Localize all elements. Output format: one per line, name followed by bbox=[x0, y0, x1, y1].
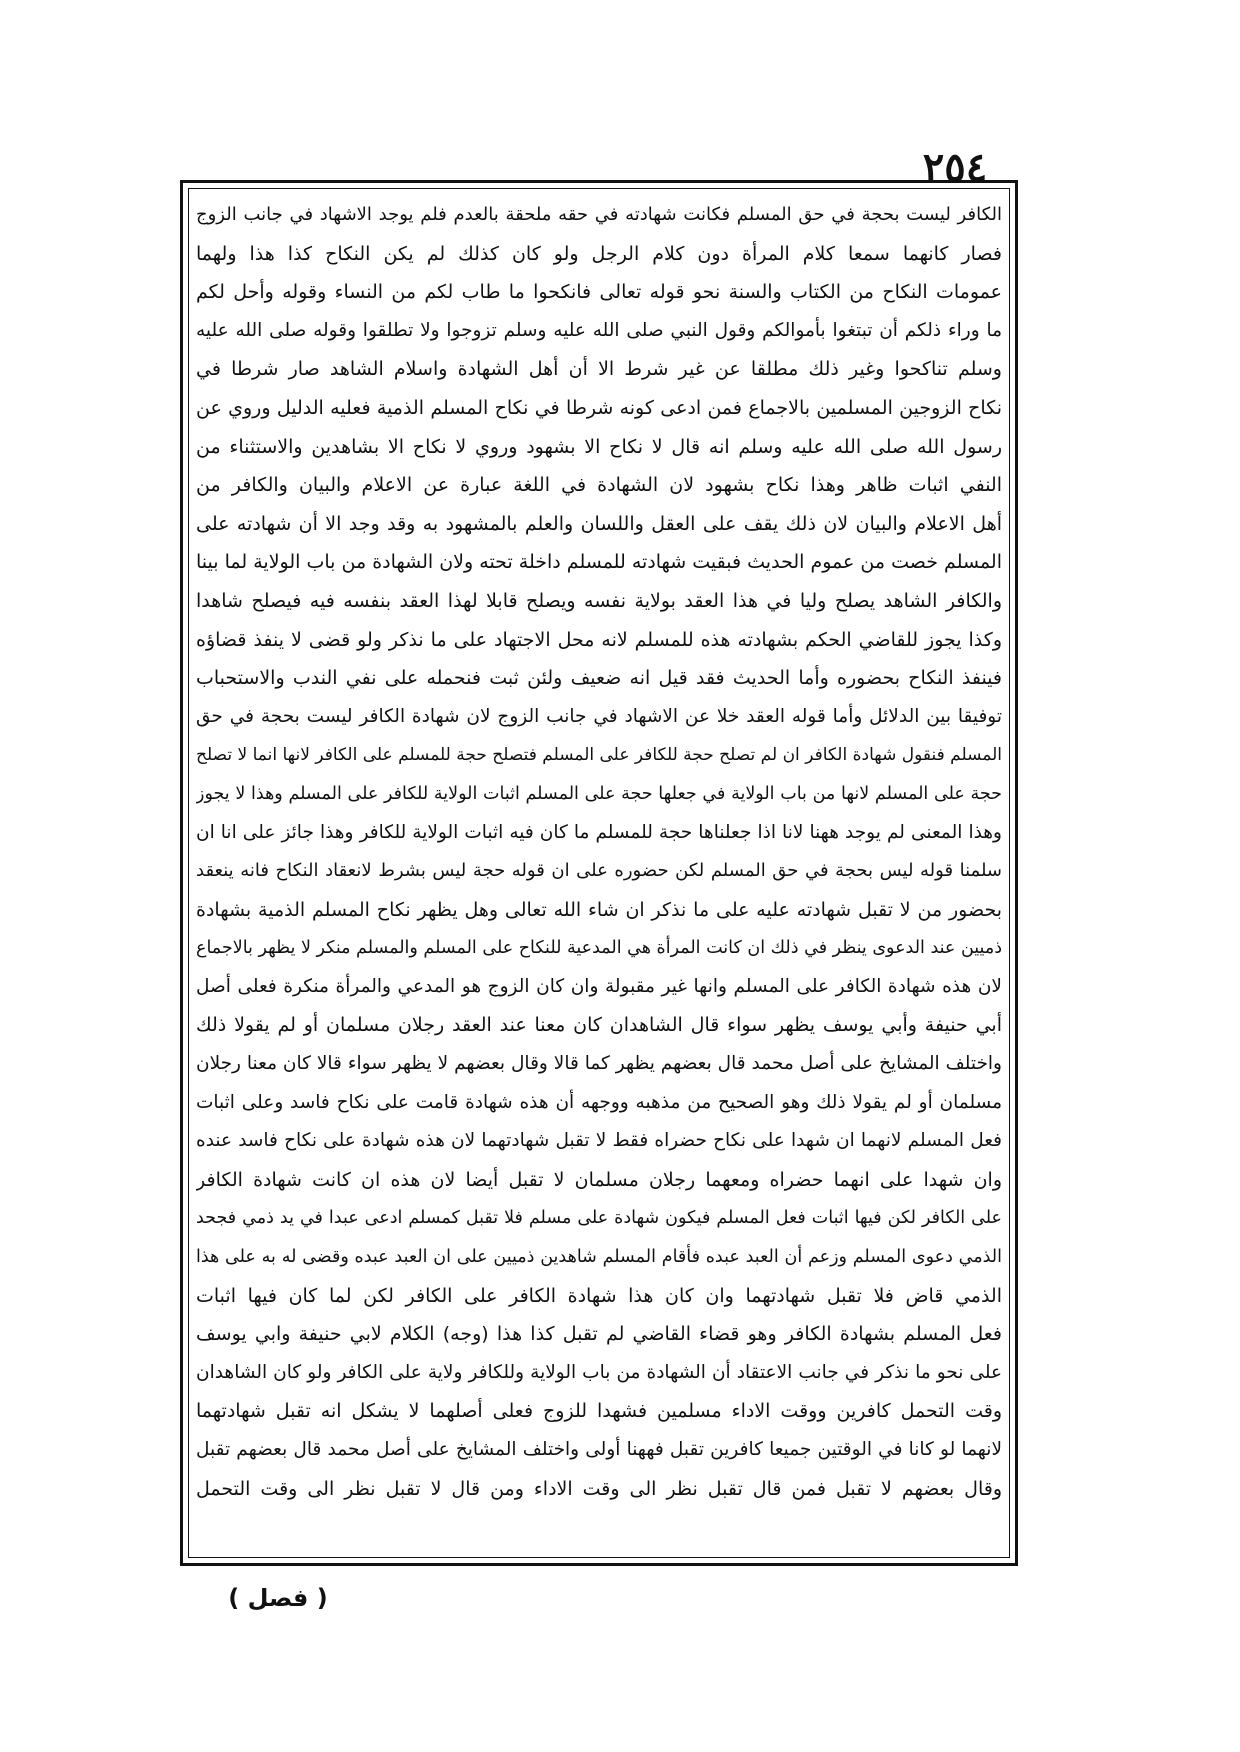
text-line: على الكافر لكن فيها اثبات فعل المسلم فيكون شهادة على مسلم فلا تقبل كمسلم ادعى عبدا في يد ذمي فجحد bbox=[196, 1208, 1002, 1229]
section-heading-fasl: ( فصل ) bbox=[228, 1584, 328, 1612]
text-line: حجة على المسلم لانها من باب الولاية في جعلها حجة على المسلم اثبات الولاية للكافر على المسلم وهذا لا يجوز bbox=[196, 783, 1002, 804]
text-line: نكاح الزوجين المسلمين بالاجماع فمن ادعى كونه شرطا في نكاح المسلم الذمية فعليه الدليل وروي عن bbox=[196, 396, 1002, 419]
text-line: فعل المسلم لانهما ان شهدا على نكاح حضراه فقط لا تقبل شهادتهما لان هذه شهادة على نكاح فاسد عنده bbox=[196, 1130, 1002, 1152]
text-line: مسلمان أو لم يقولا ذلك وهو الصحيح من مذهبه ووجهه أن هذه شهادة قامت على نكاح فاسد وعلى اثبات bbox=[196, 1091, 1002, 1113]
text-line: أهل الاعلام والبيان لان ذلك يقف على العقل واللسان والعلم بالمشهود به وقد وجد الا أن شهادته على bbox=[196, 512, 1002, 535]
text-line: المسلم فنقول شهادة الكافر ان لم تصلح حجة للكافر على المسلم فتصلح حجة للمسلم على الكافر لانها انما لا تصلح bbox=[196, 745, 1002, 766]
text-line: فصار كانهما سمعا كلام المرأة دون كلام الرجل ولو كان كذلك لم يكن النكاح كذا هذا ولهما bbox=[196, 242, 1002, 265]
main-text bbox=[196, 196, 1002, 1550]
text-line: النفي اثبات ظاهر وهذا نكاح بشهود لان الشهادة في اللغة عبارة عن الاعلام والبيان والكافر من bbox=[196, 474, 1002, 497]
text-line: الذمي دعوى المسلم وزعم أن العبد عبده فأقام المسلم شاهدين ذميين على ان العبد عبده وقضى له به على هذا bbox=[196, 1247, 1002, 1268]
text-line: توفيقا بين الدلائل وأما قوله العقد خلا عن الاشهاد في جانب الزوج لان شهادة الكافر ليست بحجة في حق bbox=[196, 705, 1002, 727]
page-number: ٢٥٤ bbox=[922, 144, 988, 191]
text-line: رسول الله صلى الله عليه وسلم انه قال لا نكاح الا بشهود وروي لا نكاح الا بشاهدين والاستثناء من bbox=[196, 435, 1002, 458]
text-line: فينفذ النكاح بحضوره وأما الحديث فقد قيل انه ضعيف ولئن ثبت فنحمله على نفي الندب والاستحباب bbox=[196, 667, 1002, 690]
text-line: وان شهدا على انهما حضراه ومعهما رجلان مسلمان لا تقبل أيضا لان هذه ان كانت شهادة الكافر bbox=[196, 1168, 1002, 1191]
text-line: بحضور من لا تقبل شهادته عليه على ما نذكر ان شاء الله تعالى وهل يظهر نكاح المسلم الذمية بشهادة bbox=[196, 898, 1002, 921]
text-line: المسلم خصت من عموم الحديث فبقيت شهادته للمسلم داخلة تحته ولان الشهادة من باب الولاية لما بينا bbox=[196, 551, 1002, 574]
text-line: فعل المسلم بشهادة الكافر وهو قضاء القاضي لم تقبل كذا هذا (وجه) الكلام لابي حنيفة وابي يوسف bbox=[196, 1323, 1002, 1346]
text-line: عمومات النكاح من الكتاب والسنة نحو قوله تعالى فانكحوا ما طاب لكم من النساء وقوله وأحل لكم bbox=[196, 281, 1002, 304]
text-line: وهذا المعنى لم يوجد ههنا لانا اذا جعلناها حجة للمسلم ما كان فيه اثبات الولاية للكافر وهذا جائز على انا ان bbox=[196, 821, 1002, 843]
text-line: وسلم تناكحوا وغير ذلك مطلقا عن غير شرط الا أن أهل الشهادة واسلام الشاهد صار شرطا في bbox=[196, 358, 1002, 381]
text-line: سلمنا قوله ليس بحجة في حق المسلم لكن حضوره على ان قوله حجة ليس بشرط لانعقاد النكاح فانه ينعقد bbox=[196, 860, 1002, 882]
text-line: أبي حنيفة وأبي يوسف يظهر سواء قال الشاهدان كان معنا عند العقد رجلان مسلمان أو لم يقولا ذلك bbox=[196, 1014, 1002, 1037]
text-line: لان هذه شهادة الكافر على المسلم وانها غير مقبولة وان كان الزوج هو المدعي والمرأة منكرة فعلى أصل bbox=[196, 975, 1002, 997]
text-line: وقال بعضهم لا تقبل فمن قال تقبل نظر الى وقت الاداء ومن قال لا تقبل نظر الى وقت التحمل bbox=[196, 1477, 1002, 1500]
text-line: ما وراء ذلكم أن تبتغوا بأموالكم وقول النبي صلى الله عليه وسلم تزوجوا ولا تطلقوا وقوله صلى الله عليه bbox=[196, 319, 1002, 341]
text-line: ذميين عند الدعوى ينظر في ذلك ان كانت المرأة هي المدعية للنكاح على المسلم والمسلم منكر لا يظهر بالاجماع bbox=[196, 938, 1002, 959]
text-line: الكافر ليست بحجة في حق المسلم فكانت شهادته في حقه ملحقة بالعدم فلم يوجد الاشهاد في جانب الزوج bbox=[196, 204, 1002, 225]
text-line: الذمي قاض فلا تقبل شهادتهما وان كان هذا شهادة الكافر على الكافر لكن لما كان فيها اثبات bbox=[196, 1284, 1002, 1307]
text-line: واختلف المشايخ على أصل محمد قال بعضهم يظهر كما قالا وقال بعضهم لا يظهر سواء قالا كان معنا رجلان bbox=[196, 1053, 1002, 1075]
text-line: وقت التحمل كافرين ووقت الاداء مسلمين فشهدا للزوج فعلى أصلهما لا يشكل انه تقبل شهادتهما bbox=[196, 1400, 1002, 1423]
text-line: لانهما لو كانا في الوقتين جميعا كافرين تقبل فههنا أولى واختلف المشايخ على أصل محمد قال بعضهم تقبل bbox=[196, 1439, 1002, 1460]
text-line: والكافر الشاهد يصلح وليا في هذا العقد بولاية نفسه ويصلح قابلا لهذا العقد بنفسه فيه فيصلح شاهدا bbox=[196, 589, 1002, 612]
text-line: وكذا يجوز للقاضي الحكم بشهادته هذه للمسلم لانه محل الاجتهاد على ما نذكر ولو قضى لا ينفذ قضاؤه bbox=[196, 628, 1002, 651]
text-line: على نحو ما نذكر في جانب الاعتقاد أن الشهادة من باب الولاية وللكافر ولاية على الكافر ولو كان الشاهدان bbox=[196, 1361, 1002, 1383]
